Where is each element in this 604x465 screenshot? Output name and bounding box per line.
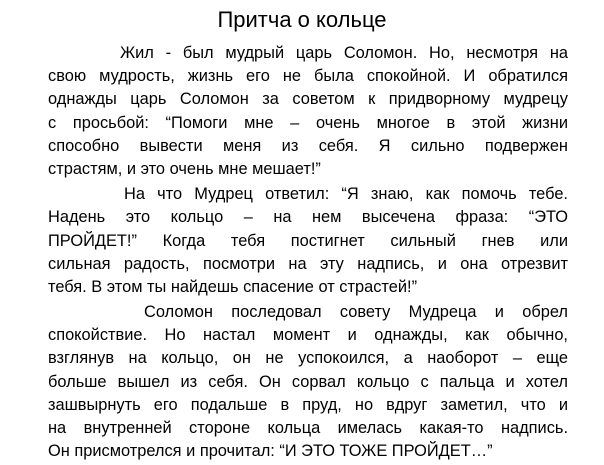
paragraph-line: Жил - был мудрый царь Соломон. Но, несмотря на [120,44,568,62]
document-title: Притча о кольце [217,7,387,32]
paragraph-line: Он присмотрелся и прочитал: “И ЭТО ТОЖЕ ПРОЙДЕТ…” [48,442,493,461]
document-body [48,42,568,465]
paragraph-line: сильная радость, посмотри на эту надпись, и она отрезвит [48,254,568,273]
paragraph-line: ПРОЙДЕТ!” Когда тебя постигнет сильный гнев или [48,231,568,250]
paragraph-line: с просьбой: “Помоги мне – очень многое в этой жизни [48,113,568,132]
paragraph-line: Надень это кольцо – на нем высечена фраза: “ЭТО [48,208,568,227]
paragraph-1 [48,42,568,181]
paragraph-2 [48,183,568,299]
paragraph-line: однажды царь Соломон за советом к придворному мудрецу [48,90,568,109]
paragraph-line: страстям, и это очень мне мешает!” [48,159,321,178]
paragraph-line: спокойствие. Но настал момент и однажды, как обычно, [48,326,568,345]
paragraph-line: больше вышел из себя. Он сорвал кольцо с пальца и хотел [48,372,568,391]
paragraph-line: Соломон последовал совету Мудреца и обрел [144,303,568,322]
paragraph-line: На что Мудрец ответил: “Я знаю, как помочь тебе. [124,185,568,204]
paragraph-line: зашвырнуть его подальше в пруд, но вдруг заметил, что и [48,395,568,414]
paragraph-3 [48,301,568,463]
paragraph-line: взглянув на кольцо, он не успокоился, а наоборот – еще [48,349,568,368]
paragraph-line: на внутренней стороне кольца имелась какая-то надпись. [48,419,568,437]
paragraph-line: способно вывести меня из себя. Я сильно подвержен [48,136,568,155]
paragraph-line: тебя. В этом ты найдешь спасение от страстей!” [48,277,418,296]
paragraph-line: свою мудрость, жизнь его не была спокойной. И обратился [48,67,568,86]
